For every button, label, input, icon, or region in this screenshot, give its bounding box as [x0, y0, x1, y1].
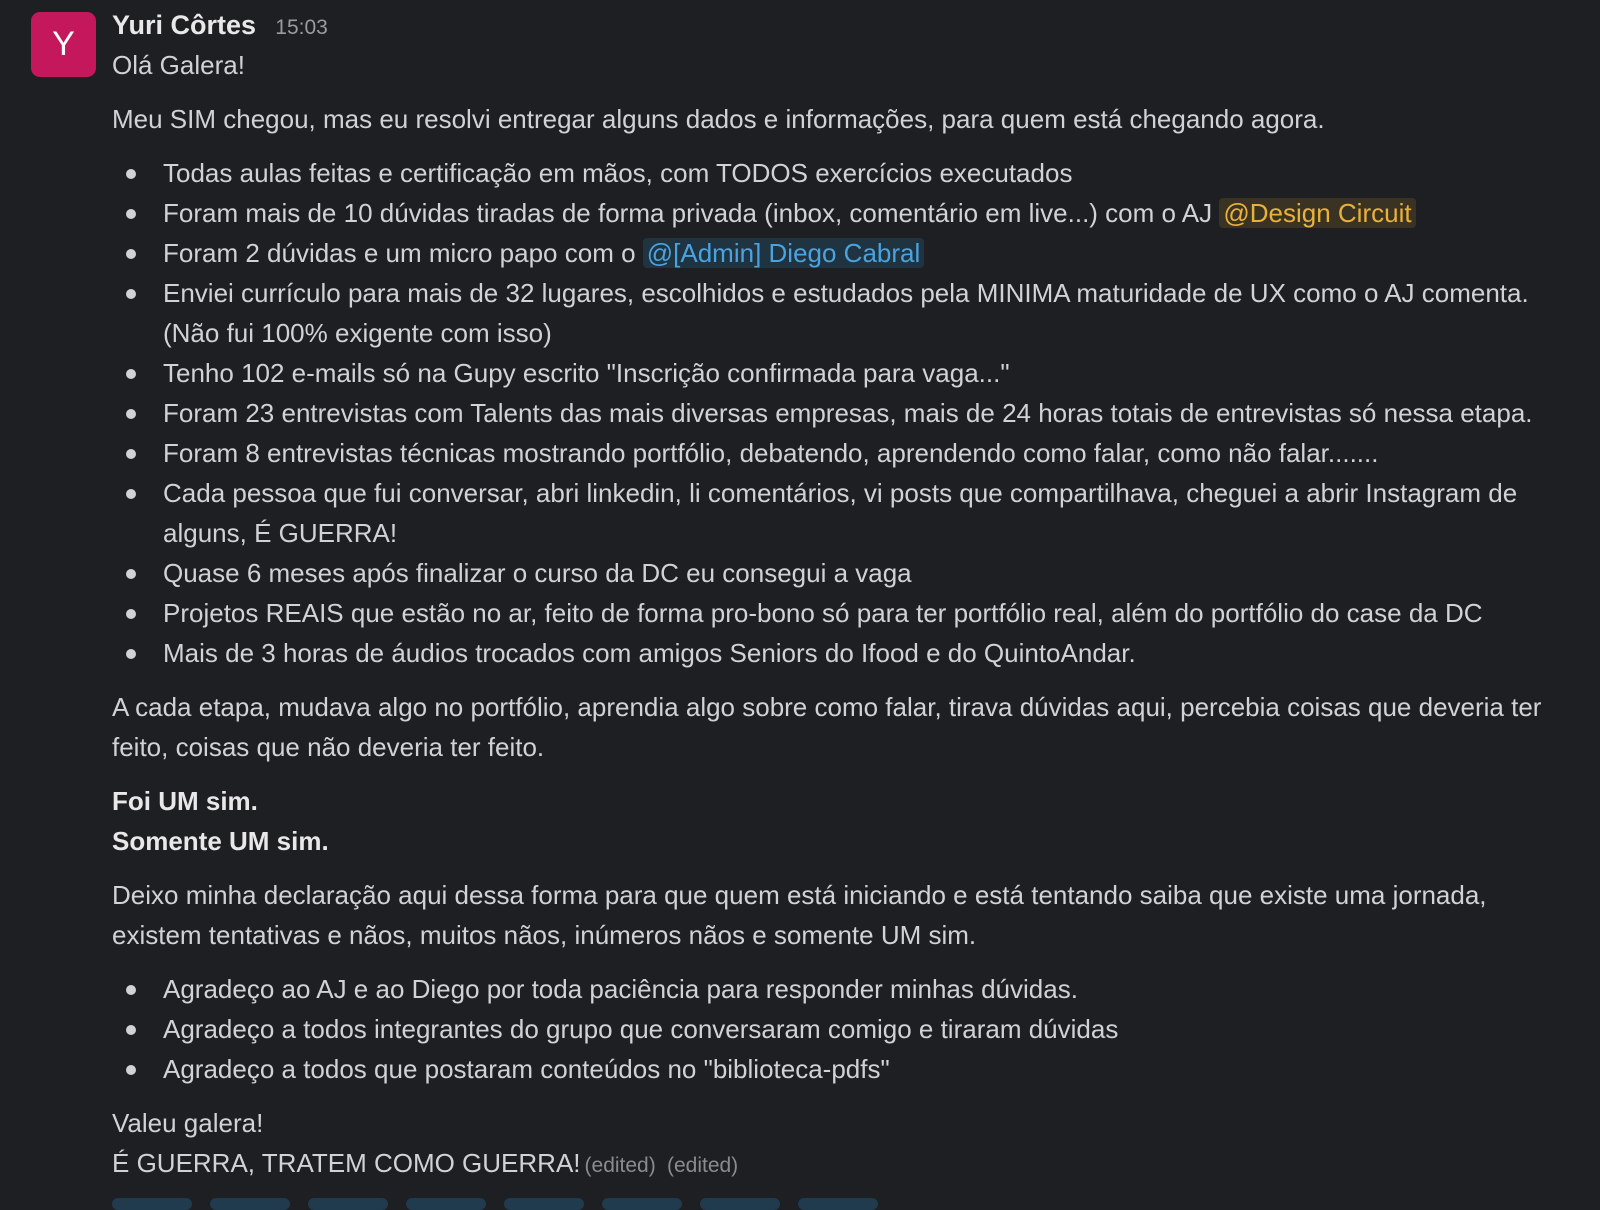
list-item: Foram 23 entrevistas com Talents das mais diversas empresas, mais de 24 horas totais de entrevistas só nessa etapa. [112, 393, 1552, 433]
thanks-list [112, 969, 1552, 1089]
list-item: Projetos REAIS que estão no ar, feito de forma pro-bono só para ter portfólio real, além do portfólio do case da DC [112, 593, 1552, 633]
edited-label: (edited) [584, 1154, 656, 1177]
avatar[interactable]: Y [31, 12, 96, 77]
reaction-pill[interactable] [602, 1198, 682, 1210]
paragraph-declaration: Deixo minha declaração aqui dessa forma para que quem está iniciando e está tentando saiba que existe uma jornada, existem tentativas e nãos, muitos nãos, inúmeros nãos e somente UM sim. [112, 880, 1487, 950]
list-item: Foram 8 entrevistas técnicas mostrando portfólio, debatendo, aprendendo como falar, como não falar....... [112, 433, 1552, 473]
edited-label: (edited) [666, 1154, 739, 1177]
reaction-pill[interactable] [504, 1198, 584, 1210]
achievements-list [112, 153, 1552, 673]
mention-admin-diego[interactable]: @[Admin] Diego Cabral [643, 238, 925, 268]
reactions-bar [112, 1198, 878, 1210]
message-timestamp[interactable]: 15:03 [275, 16, 328, 39]
list-item: Foram 2 dúvidas e um micro papo com o @[Admin] Diego Cabral [112, 233, 1552, 273]
list-item: Foram mais de 10 dúvidas tiradas de forma privada (inbox, comentário em live...) com o AJ @Design Circuit [112, 193, 1552, 233]
reaction-pill[interactable] [308, 1198, 388, 1210]
message-header [112, 7, 328, 43]
intro-text: Meu SIM chegou, mas eu resolvi entregar alguns dados e informações, para quem está chegando agora. [112, 104, 1325, 134]
reaction-pill[interactable] [210, 1198, 290, 1210]
message-body [112, 45, 1552, 1186]
greeting-text: Olá Galera! [112, 50, 245, 80]
reaction-pill[interactable] [798, 1198, 878, 1210]
list-item: Enviei currículo para mais de 32 lugares, escolhidos e estudados pela MINIMA maturidade de UX como o AJ comenta. (Não fui 100% exigente com isso) [112, 273, 1552, 353]
closing-line-1: Valeu galera! [112, 1108, 264, 1138]
list-item: Agradeço ao AJ e ao Diego por toda paciência para responder minhas dúvidas. [112, 969, 1552, 1009]
list-item: Tenho 102 e-mails só na Gupy escrito "Inscrição confirmada para vaga..." [112, 353, 1552, 393]
mention-design-circuit[interactable]: @Design Circuit [1219, 198, 1415, 228]
list-item: Agradeço a todos integrantes do grupo que conversaram comigo e tiraram dúvidas [112, 1009, 1552, 1049]
author-name[interactable]: Yuri Côrtes [112, 10, 257, 40]
closing-line-2: É GUERRA, TRATEM COMO GUERRA! (edited) (edited) [112, 1148, 739, 1178]
reaction-pill[interactable] [406, 1198, 486, 1210]
list-item: Todas aulas feitas e certificação em mãos, com TODOS exercícios executados [112, 153, 1552, 193]
bold-line-2: Somente UM sim. [112, 826, 329, 856]
reaction-pill[interactable] [700, 1198, 780, 1210]
list-item: Mais de 3 horas de áudios trocados com amigos Seniors do Ifood e do QuintoAndar. [112, 633, 1552, 673]
paragraph-stages: A cada etapa, mudava algo no portfólio, aprendia algo sobre como falar, tirava dúvidas aqui, percebia coisas que deveria ter feito, coisas que não deveria ter feito. [112, 692, 1542, 762]
list-item: Cada pessoa que fui conversar, abri linkedin, li comentários, vi posts que compartilhava, cheguei a abrir Instagram de alguns, É GUERRA! [112, 473, 1552, 553]
reaction-pill[interactable] [112, 1198, 192, 1210]
bold-line-1: Foi UM sim. [112, 786, 258, 816]
list-item: Agradeço a todos que postaram conteúdos no "biblioteca-pdfs" [112, 1049, 1552, 1089]
list-item: Quase 6 meses após finalizar o curso da DC eu consegui a vaga [112, 553, 1552, 593]
